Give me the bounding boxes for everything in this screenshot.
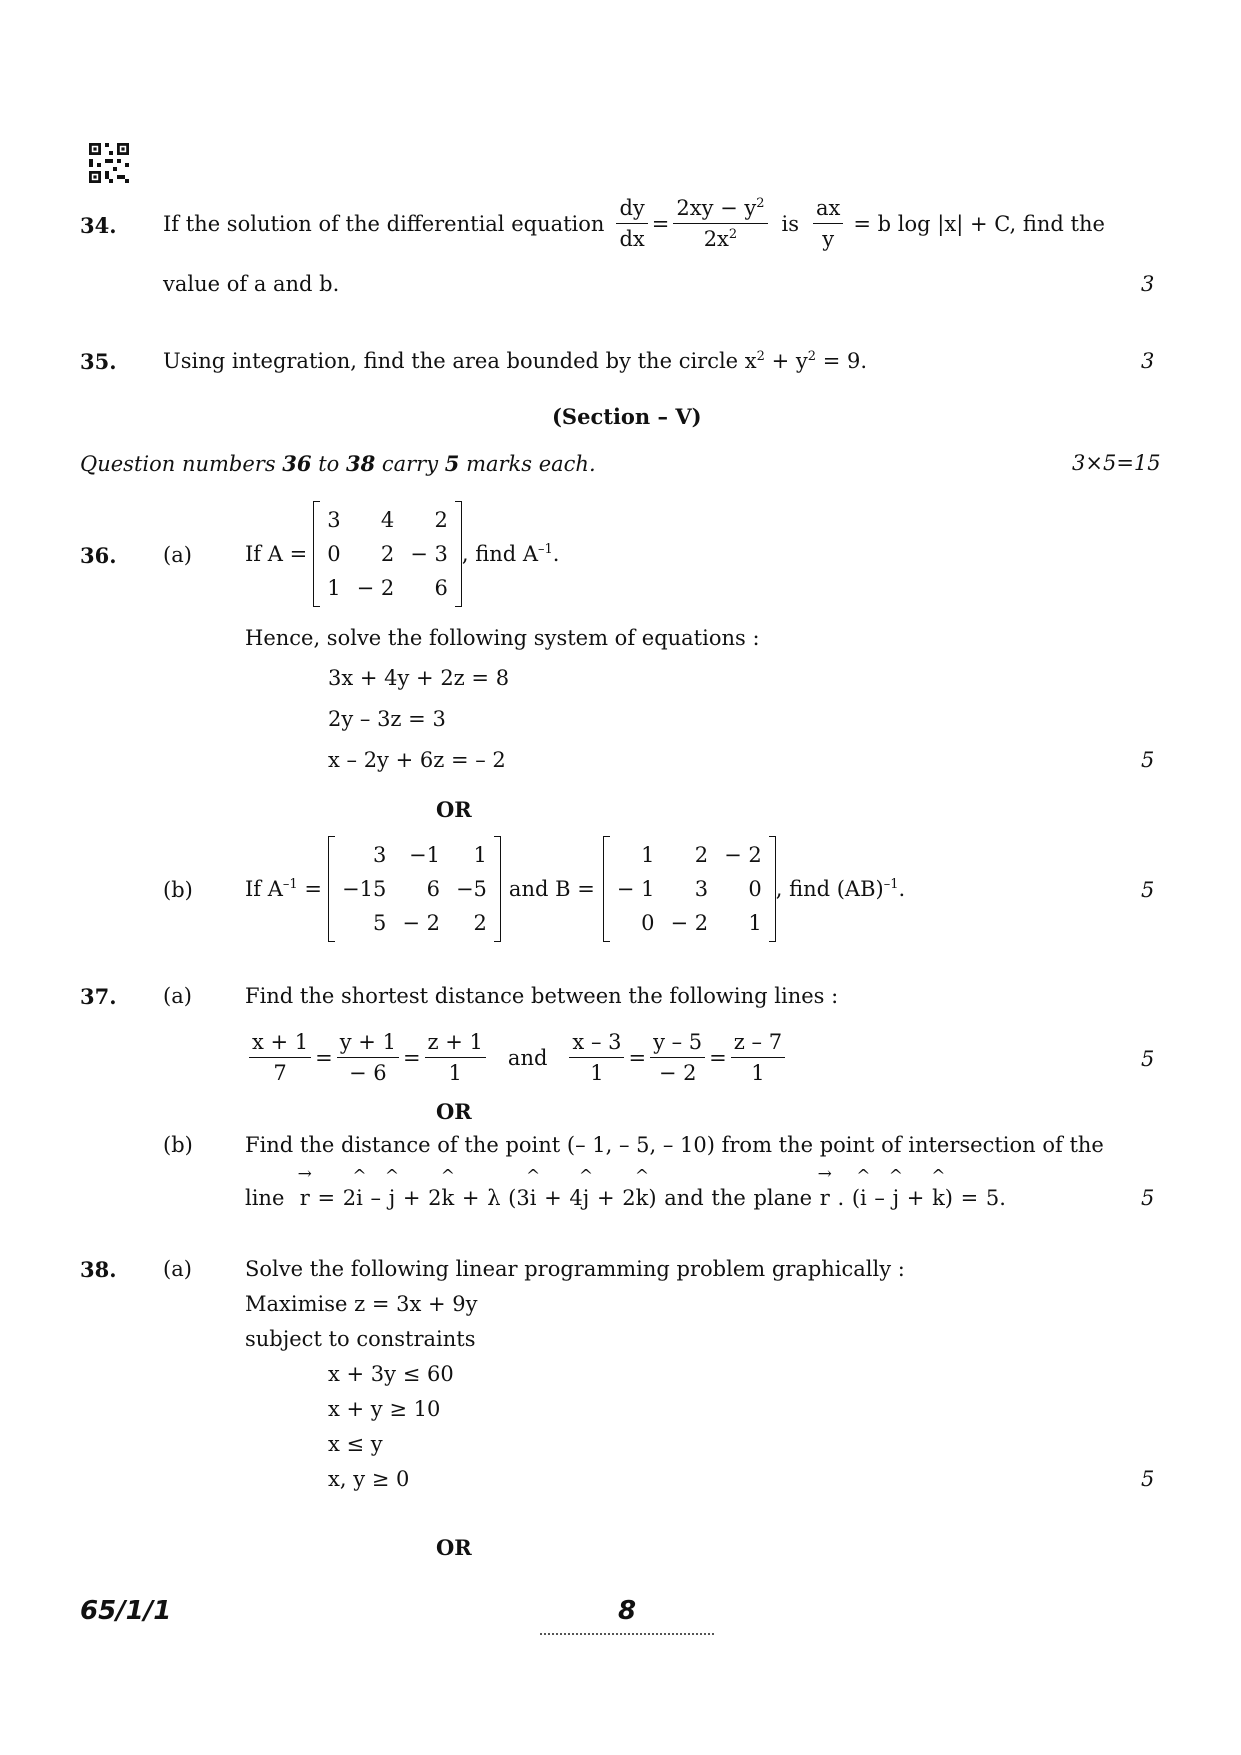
question-34-text-a: If the solution of the differential equation (163, 211, 605, 236)
matrix-cell: −1 (408, 843, 440, 867)
matrix-cell: −15 (341, 877, 387, 901)
or-label-37: OR (436, 1099, 472, 1124)
page-number: 8 (618, 1596, 637, 1626)
question-35-marks: 3 (1141, 349, 1155, 373)
subject-to: subject to constraints (245, 1327, 476, 1351)
line-fraction: $\frac{x - 3}{1}$ (569, 1030, 624, 1085)
matrix-cell: 6 (434, 576, 448, 600)
question-34-text-c: value of a and b. (163, 272, 340, 296)
question-38-part-a-text: Solve the following linear programming problem graphically : (245, 1257, 905, 1281)
and-word: and (507, 1045, 548, 1070)
matrix-cell: − 2 (724, 843, 762, 867)
equation-1: 3x + 4y + 2z = 8 (328, 666, 510, 690)
lines-equations (245, 1030, 789, 1085)
matrix-cell: 1 (641, 843, 655, 867)
question-37-part-b-label: (b) (163, 1133, 193, 1157)
section-info: Question numbers 36 to 38 carry 5 marks each. (80, 451, 596, 476)
matrix-cell: 1 (327, 576, 341, 600)
question-37-part-a-label: (a) (163, 984, 192, 1008)
matrix-a (313, 503, 462, 605)
matrix-cell: 1 (473, 843, 487, 867)
matrix-cell: 2 (694, 843, 709, 867)
question-37-part-a-marks: 5 (1141, 1047, 1155, 1071)
matrix-cell: 0 (327, 542, 341, 566)
matrix-cell: 6 (426, 877, 440, 901)
matrix-cell: − 2 (402, 911, 440, 935)
line-fraction: $\frac{z + 1}{1}$ (425, 1030, 486, 1085)
equals-sign: = (402, 1045, 421, 1070)
is-word: is (781, 211, 800, 236)
matrix-cell: − 2 (670, 911, 709, 935)
question-34-line1 (163, 196, 1105, 251)
line-fraction: $\frac{y + 1}{- 6}$ (337, 1030, 399, 1085)
matrix-cell: 3 (327, 508, 341, 532)
matrix-cell: 0 (641, 911, 655, 935)
constraint-3: x ≤ y (328, 1432, 383, 1456)
question-37-part-b-text: Find the distance of the point (– 1, – 5, – 10) from the point of intersection of the (245, 1133, 1104, 1157)
question-36-hence: Hence, solve the following system of equations : (245, 626, 760, 650)
question-36-part-b-statement: If $A^{-1}$ = 3 −1 1 −15 6 −5 5 − 2 2 and B = 1 2 − 2 − 1 3 0 0 − 2 1 , find (AB)$^{-1}$. (245, 838, 905, 940)
equals-sign: = (628, 1045, 647, 1070)
question-38-part-a-label: (a) (163, 1257, 192, 1281)
question-34-marks: 3 (1141, 272, 1155, 296)
fraction-rhs: $\frac{2xy - y^2}{2x^2}$ (673, 196, 767, 251)
fraction-ax-y: $\frac{ax}{y}$ (813, 196, 843, 251)
fraction-dy-dx: $\frac{dy}{dx}$ (616, 196, 647, 251)
paper-code: 65/1/1 (80, 1596, 172, 1626)
matrix-cell: 0 (748, 877, 762, 901)
objective-function: Maximise z = 3x + 9y (245, 1292, 478, 1316)
equals-sign: = (651, 211, 670, 236)
question-34-text-b: = b log |x| + C, find the (853, 211, 1105, 236)
question-36-part-a-marks: 5 (1141, 748, 1155, 772)
matrix-cell: 2 (380, 542, 395, 566)
footer-divider (540, 1633, 715, 1635)
question-number-35: 35. (80, 349, 117, 374)
matrix-cell: − 2 (356, 576, 395, 600)
matrix-cell: 4 (380, 508, 395, 532)
equation-3: x – 2y + 6z = – 2 (328, 748, 506, 772)
line-fraction: $\frac{z - 7}{1}$ (731, 1030, 785, 1085)
constraint-2: x + y ≥ 10 (328, 1397, 441, 1421)
matrix-cell: −5 (455, 877, 487, 901)
matrix-a-inverse (328, 838, 501, 940)
question-number-36: 36. (80, 543, 117, 568)
question-36-part-a-label: (a) (163, 543, 192, 567)
line-fraction: $\frac{x + 1}{7}$ (249, 1030, 311, 1085)
matrix-cell: 2 (473, 911, 487, 935)
section-title: (Section – V) (552, 404, 702, 429)
qr-code-icon (89, 143, 129, 183)
question-number-34: 34. (80, 213, 117, 238)
question-36-part-b-marks: 5 (1141, 878, 1155, 902)
question-number-38: 38. (80, 1257, 117, 1282)
matrix-cell: 2 (434, 508, 448, 532)
question-37-part-b-line: line → r = 2^ i – ^ j + 2^ k + λ (3^ i + 4^ j + 2^ k) and the plane → r . (^ i – ^ j + ^ k) = 5. (245, 1186, 1006, 1210)
or-label-36: OR (436, 797, 472, 822)
equation-2: 2y – 3z = 3 (328, 707, 446, 731)
constraint-1: x + 3y ≤ 60 (328, 1362, 454, 1386)
or-label-38: OR (436, 1535, 472, 1560)
matrix-cell: − 1 (616, 877, 655, 901)
question-36-part-b-label: (b) (163, 878, 193, 902)
question-38-marks: 5 (1141, 1467, 1155, 1491)
question-35-text: Using integration, find the area bounded by the circle $x^2 + y^2 = 9$. (163, 349, 867, 373)
constraint-4: x, y ≥ 0 (328, 1467, 410, 1491)
equals-sign: = (709, 1045, 727, 1070)
matrix-b (603, 838, 776, 940)
matrix-cell: 5 (372, 911, 387, 935)
matrix-cell: − 3 (410, 542, 448, 566)
line-fraction: $\frac{y - 5}{- 2}$ (650, 1030, 705, 1085)
matrix-cell: 3 (372, 843, 387, 867)
section-marks: 3×5=15 (1072, 451, 1161, 475)
question-37-part-b-marks: 5 (1141, 1186, 1155, 1210)
question-number-37: 37. (80, 984, 117, 1009)
equals-sign: = (315, 1045, 333, 1070)
question-36-part-a-statement: If A = 3 4 2 0 2 − 3 1 − 2 6 , find $A^{-1}$. (245, 503, 559, 605)
matrix-cell: 3 (694, 877, 709, 901)
matrix-cell: 1 (748, 911, 762, 935)
question-37-part-a-text: Find the shortest distance between the following lines : (245, 984, 839, 1008)
